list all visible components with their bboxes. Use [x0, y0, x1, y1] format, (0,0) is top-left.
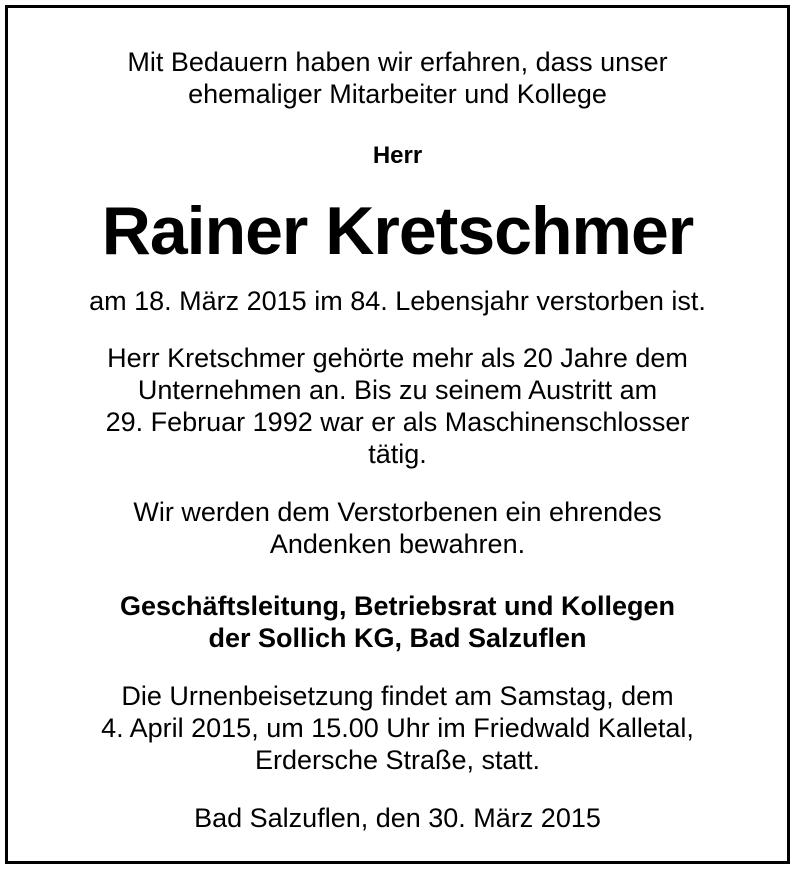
memory-line: Andenken bewahren. — [269, 529, 526, 559]
career-paragraph — [8, 342, 787, 470]
career-line: Herr Kretschmer gehörte mehr als 20 Jahre dem — [107, 343, 688, 373]
death-statement — [8, 285, 787, 317]
death-line: am 18. März 2015 im 84. Lebensjahr verstorben ist. — [89, 286, 706, 316]
memory-paragraph — [8, 496, 787, 560]
burial-paragraph — [8, 680, 787, 776]
intro-line: ehemaliger Mitarbeiter und Kollege — [188, 79, 607, 109]
career-line: Unternehmen an. Bis zu seinem Austritt am — [137, 375, 658, 405]
signers-line: Geschäftsleitung, Betriebsrat und Kollegen — [119, 591, 676, 621]
intro-paragraph — [8, 46, 787, 110]
deceased-name: Rainer Kretschmer — [101, 193, 694, 269]
burial-line: 4. April 2015, um 15.00 Uhr im Friedwald Kalletal, — [101, 713, 694, 743]
intro-line: Mit Bedauern haben wir erfahren, dass unser — [127, 47, 668, 77]
burial-line: Erdersche Straße, statt. — [254, 745, 541, 775]
obituary-notice — [5, 5, 790, 864]
career-line: 29. Februar 1992 war er als Maschinenschlosser — [105, 407, 690, 437]
place-date-line: Bad Salzuflen, den 30. März 2015 — [194, 803, 601, 833]
salutation: Herr — [372, 142, 423, 169]
signers-block — [8, 590, 787, 654]
signers-line: der Sollich KG, Bad Salzuflen — [208, 623, 587, 653]
burial-line: Die Urnenbeisetzung findet am Samstag, dem — [121, 681, 674, 711]
memory-line: Wir werden dem Verstorbenen ein ehrendes — [133, 497, 662, 527]
place-date — [8, 802, 787, 834]
career-line: tätig. — [368, 439, 427, 469]
